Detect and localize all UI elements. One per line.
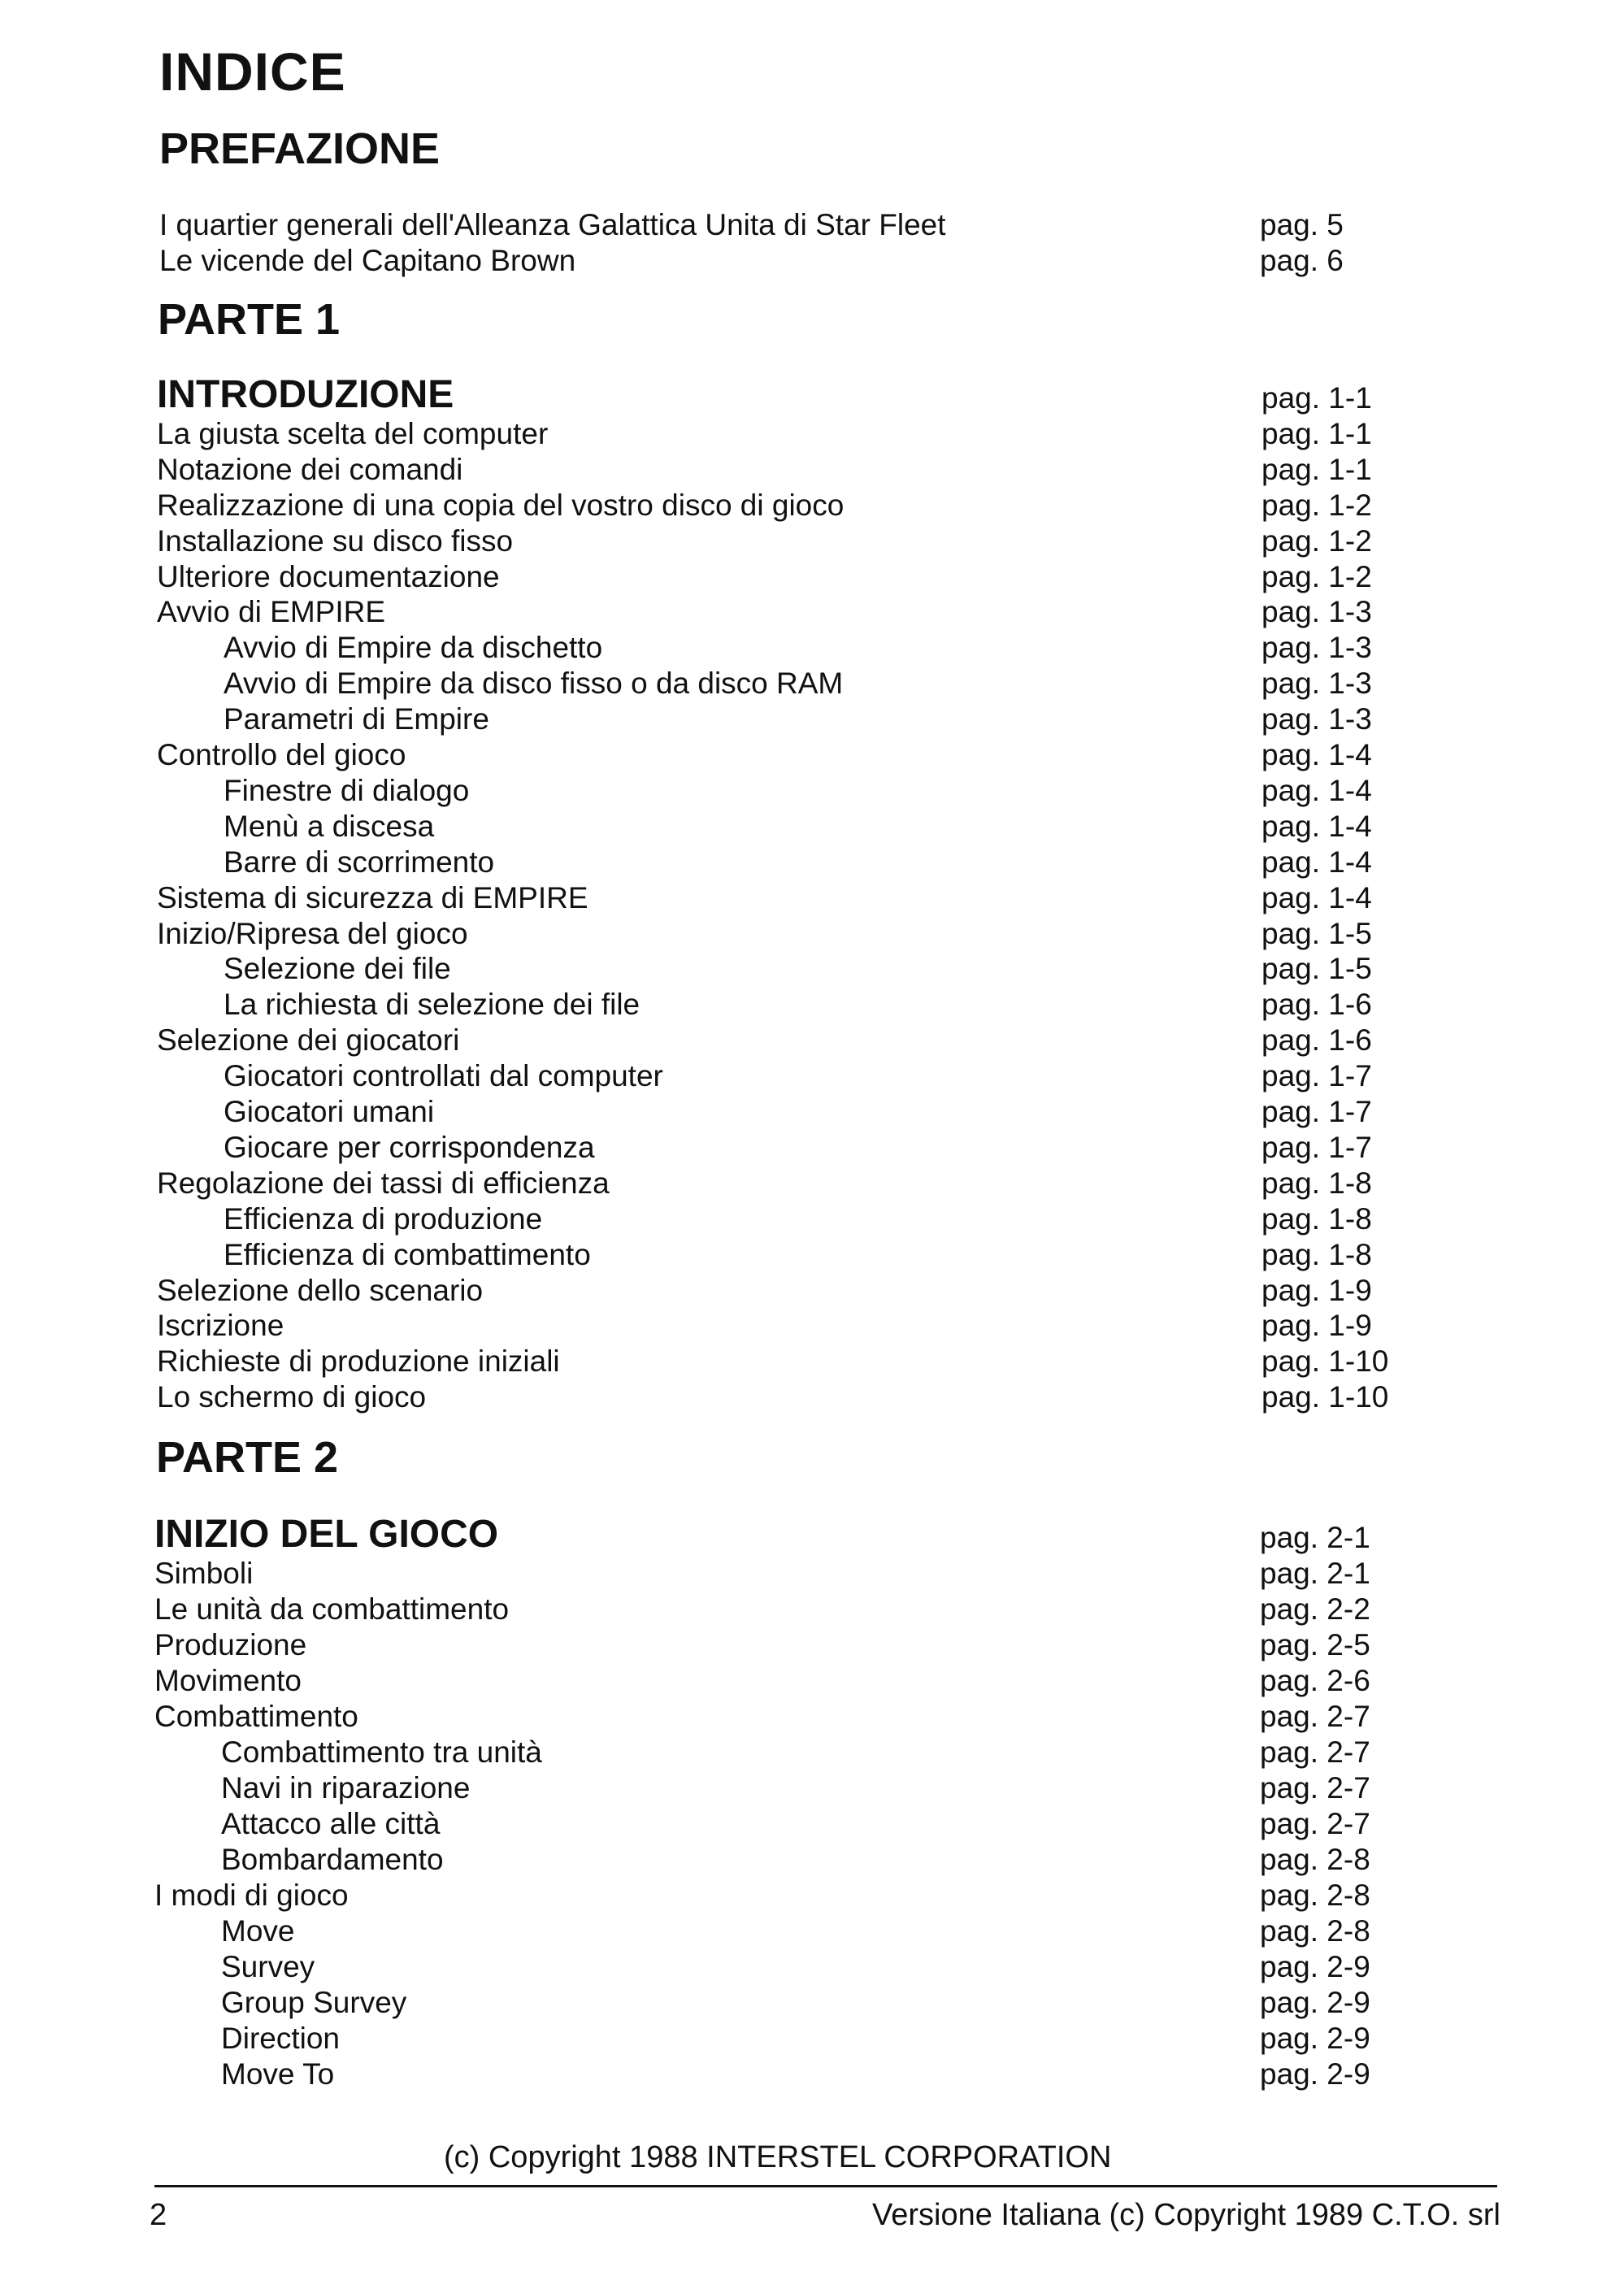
- toc-entry-title: Avvio di EMPIRE: [157, 595, 386, 629]
- toc-entry-title: Inizio/Ripresa del gioco: [157, 916, 468, 950]
- toc-entry: [154, 1592, 1575, 1627]
- toc-entry-page: pag. 1-3: [1261, 631, 1372, 665]
- toc-entry-page: pag. 2-8: [1260, 1843, 1370, 1876]
- toc-entry-title: Navi in riparazione: [221, 1771, 471, 1805]
- toc-entry-page: pag. 1-1: [1261, 452, 1372, 486]
- toc-entry-title: I quartier generali dell'Alleanza Galattica Unita di Star Fleet: [159, 208, 946, 241]
- toc-entry-title: Movimento: [154, 1664, 302, 1697]
- footer-divider: [154, 2185, 1497, 2187]
- page-title: INDICE: [159, 41, 346, 102]
- toc-entry: [157, 1023, 1575, 1058]
- toc-entry-title: Sistema di sicurezza di EMPIRE: [157, 880, 588, 914]
- toc-entry-page: pag. 2-1: [1260, 1557, 1370, 1590]
- toc-entry: [221, 1949, 1624, 1985]
- toc-entry-page: pag. 6: [1260, 243, 1344, 277]
- toc-entry-title: Giocatori umani: [224, 1095, 435, 1128]
- toc-entry-title: Controllo del gioco: [157, 738, 406, 771]
- toc-entry-page: pag. 1-6: [1261, 1023, 1372, 1058]
- toc-entry-title: La richiesta di selezione dei file: [224, 988, 640, 1022]
- toc-entry: [221, 1842, 1624, 1878]
- toc-entry-title: Le vicende del Capitano Brown: [159, 243, 576, 277]
- toc-entry-title: Lo schermo di gioco: [157, 1380, 427, 1414]
- toc-entry: [157, 594, 1575, 630]
- toc-entry-page: pag. 2-6: [1260, 1664, 1370, 1697]
- toc-entry: [159, 207, 1575, 243]
- toc-entry-page: pag. 2-5: [1260, 1628, 1370, 1661]
- toc-entry-title: Efficienza di combattimento: [224, 1237, 591, 1271]
- toc-entry-title: Move: [221, 1914, 295, 1948]
- toc-entry-title: Move To: [221, 2057, 335, 2091]
- toc-entry: [157, 452, 1575, 488]
- toc-entry-title: Selezione dei file: [224, 952, 451, 986]
- toc-entry-page: pag. 1-2: [1261, 523, 1372, 558]
- toc-entry-page: pag. 2-9: [1260, 2022, 1370, 2055]
- toc-entry: [224, 1058, 1624, 1094]
- toc-entry-title: Bombardamento: [221, 1843, 444, 1876]
- toc-entry-title: Installazione su disco fisso: [157, 523, 514, 558]
- toc-entry-title: Parametri di Empire: [224, 702, 489, 736]
- toc-entry-page: pag. 2-2: [1260, 1592, 1370, 1626]
- page-number: 2: [150, 2198, 167, 2232]
- toc-entry-page: pag. 1-3: [1261, 702, 1372, 736]
- toc-entry: [154, 1627, 1575, 1663]
- toc-entry-title: Ulteriore documentazione: [157, 559, 500, 593]
- toc-entry-page: pag. 1-7: [1261, 1059, 1372, 1093]
- toc-entry-page: pag. 1-6: [1261, 988, 1372, 1022]
- toc-entry-page: pag. 2-8: [1260, 1879, 1370, 1912]
- toc-entry-title: Produzione: [154, 1628, 307, 1661]
- toc-entry-title: Giocatori controllati dal computer: [224, 1059, 663, 1093]
- toc-entry: [157, 488, 1575, 523]
- toc-entry-title: Efficienza di produzione: [224, 1201, 543, 1236]
- toc-entry-title: Attacco alle città: [221, 1807, 441, 1840]
- toc-entry: [157, 737, 1575, 773]
- toc-entry: [157, 1273, 1575, 1309]
- toc-entry: [157, 559, 1575, 595]
- toc-entry: [157, 416, 1575, 452]
- toc-entry-title: INTRODUZIONE: [157, 373, 454, 416]
- toc-entry-title: Avvio di Empire da dischetto: [224, 631, 603, 665]
- toc-entry: [221, 1735, 1624, 1770]
- toc-entry: [224, 630, 1624, 666]
- prefazione-heading: PREFAZIONE: [159, 124, 441, 173]
- toc-entry: [224, 666, 1624, 701]
- toc-entry-title: INIZIO DEL GIOCO: [154, 1513, 499, 1556]
- toc-entry-title: I modi di gioco: [154, 1879, 349, 1912]
- toc-entry-page: pag. 2-1: [1260, 1521, 1370, 1554]
- toc-entry-page: pag. 1-1: [1261, 381, 1372, 415]
- toc-entry-title: Direction: [221, 2022, 340, 2055]
- toc-entry-title: Combattimento tra unità: [221, 1735, 542, 1769]
- toc-entry: [157, 523, 1575, 559]
- toc-entry-page: pag. 1-7: [1261, 1130, 1372, 1164]
- toc-entry: [157, 916, 1575, 952]
- toc-entry-page: pag. 1-4: [1261, 773, 1372, 807]
- toc-entry: [221, 1806, 1624, 1842]
- toc-entry-title: Realizzazione di una copia del vostro disco di gioco: [157, 488, 845, 522]
- toc-entry: [224, 809, 1624, 845]
- toc-entry-title: Le unità da combattimento: [154, 1592, 510, 1626]
- toc-entry-title: Menù a discesa: [224, 809, 435, 843]
- toc-entry-page: pag. 1-10: [1261, 1344, 1389, 1379]
- toc-entry-page: pag. 2-9: [1260, 1986, 1370, 2019]
- toc-entry-page: pag. 1-9: [1261, 1309, 1372, 1343]
- toc-entry-page: pag. 1-10: [1261, 1380, 1389, 1414]
- toc-entry: [157, 1308, 1575, 1344]
- toc-entry: [154, 1878, 1575, 1913]
- toc-entry-page: pag. 2-7: [1260, 1700, 1370, 1733]
- toc-entry: [157, 1379, 1575, 1415]
- toc-entry: [157, 880, 1575, 916]
- toc-entry: [224, 1237, 1624, 1273]
- toc-entry-title: La giusta scelta del computer: [157, 416, 549, 450]
- toc-entry-title: Iscrizione: [157, 1309, 284, 1343]
- toc-entry-title: Regolazione dei tassi di efficienza: [157, 1166, 610, 1200]
- toc-entry-page: pag. 1-4: [1261, 845, 1372, 879]
- toc-entry-title: Selezione dello scenario: [157, 1273, 484, 1307]
- toc-entry-title: Giocare per corrispondenza: [224, 1130, 595, 1164]
- toc-entry-page: pag. 1-4: [1261, 880, 1372, 914]
- toc-entry-title: Simboli: [154, 1557, 254, 1590]
- footer-edition: Versione Italiana (c) Copyright 1989 C.T.O. srl: [871, 2198, 1500, 2232]
- parte2-heading: PARTE 2: [156, 1433, 339, 1482]
- toc-entry: [154, 1699, 1575, 1735]
- toc-chapter-heading: [157, 373, 1575, 416]
- toc-entry-page: pag. 1-5: [1261, 916, 1372, 950]
- toc-entry-title: Avvio di Empire da disco fisso o da disco RAM: [224, 667, 844, 701]
- toc-entry-page: pag. 1-9: [1261, 1273, 1372, 1307]
- toc-entry-page: pag. 1-8: [1261, 1201, 1372, 1236]
- toc-entry-page: pag. 1-7: [1261, 1095, 1372, 1128]
- toc-entry-title: Richieste di produzione iniziali: [157, 1344, 560, 1379]
- toc-entry-page: pag. 2-9: [1260, 2057, 1370, 2091]
- toc-entry: [224, 951, 1624, 987]
- toc-entry: [224, 845, 1624, 880]
- toc-entry-page: pag. 5: [1260, 208, 1344, 241]
- toc-entry-page: pag. 2-7: [1260, 1735, 1370, 1769]
- parte1-heading: PARTE 1: [158, 295, 341, 344]
- toc-entry: [224, 1130, 1624, 1166]
- toc-entry-page: pag. 1-2: [1261, 559, 1372, 593]
- footer-copyright: (c) Copyright 1988 INTERSTEL CORPORATION: [444, 2140, 1112, 2174]
- toc-entry-page: pag. 2-7: [1260, 1771, 1370, 1805]
- toc-entry-page: pag. 1-2: [1261, 488, 1372, 522]
- toc-entry-page: pag. 1-8: [1261, 1166, 1372, 1200]
- toc-entry-title: Selezione dei giocatori: [157, 1023, 460, 1058]
- toc-entry: [224, 987, 1624, 1023]
- toc-entry-title: Combattimento: [154, 1700, 358, 1733]
- toc-entry: [224, 1201, 1624, 1237]
- toc-entry-page: pag. 1-4: [1261, 809, 1372, 843]
- toc-entry: [221, 1985, 1624, 2021]
- toc-entry: [159, 243, 1575, 279]
- toc-entry-page: pag. 2-7: [1260, 1807, 1370, 1840]
- toc-entry-title: Notazione dei comandi: [157, 452, 463, 486]
- toc-chapter-heading: [154, 1513, 1575, 1556]
- toc-entry: [221, 1770, 1624, 1806]
- toc-entry: [154, 1663, 1575, 1699]
- toc-entry-title: Finestre di dialogo: [224, 773, 470, 807]
- toc-entry-title: Group Survey: [221, 1986, 407, 2019]
- toc-entry-page: pag. 1-3: [1261, 595, 1372, 629]
- toc-entry-page: pag. 1-5: [1261, 952, 1372, 986]
- toc-entry-page: pag. 1-1: [1261, 416, 1372, 450]
- toc-entry: [224, 773, 1624, 809]
- toc-entry: [157, 1166, 1575, 1201]
- toc-entry: [154, 1556, 1575, 1592]
- toc-entry: [221, 1913, 1624, 1949]
- toc-entry-title: Barre di scorrimento: [224, 845, 495, 879]
- toc-entry-page: pag. 1-4: [1261, 738, 1372, 771]
- toc-entry-page: pag. 2-8: [1260, 1914, 1370, 1948]
- toc-entry-title: Survey: [221, 1950, 315, 1983]
- toc-entry: [224, 1094, 1624, 1130]
- toc-entry: [224, 701, 1624, 737]
- toc-entry-page: pag. 1-8: [1261, 1237, 1372, 1271]
- toc-entry-page: pag. 2-9: [1260, 1950, 1370, 1983]
- toc-entry: [221, 2021, 1624, 2057]
- toc-entry-page: pag. 1-3: [1261, 667, 1372, 701]
- toc-entry: [157, 1344, 1575, 1379]
- toc-entry: [221, 2057, 1624, 2092]
